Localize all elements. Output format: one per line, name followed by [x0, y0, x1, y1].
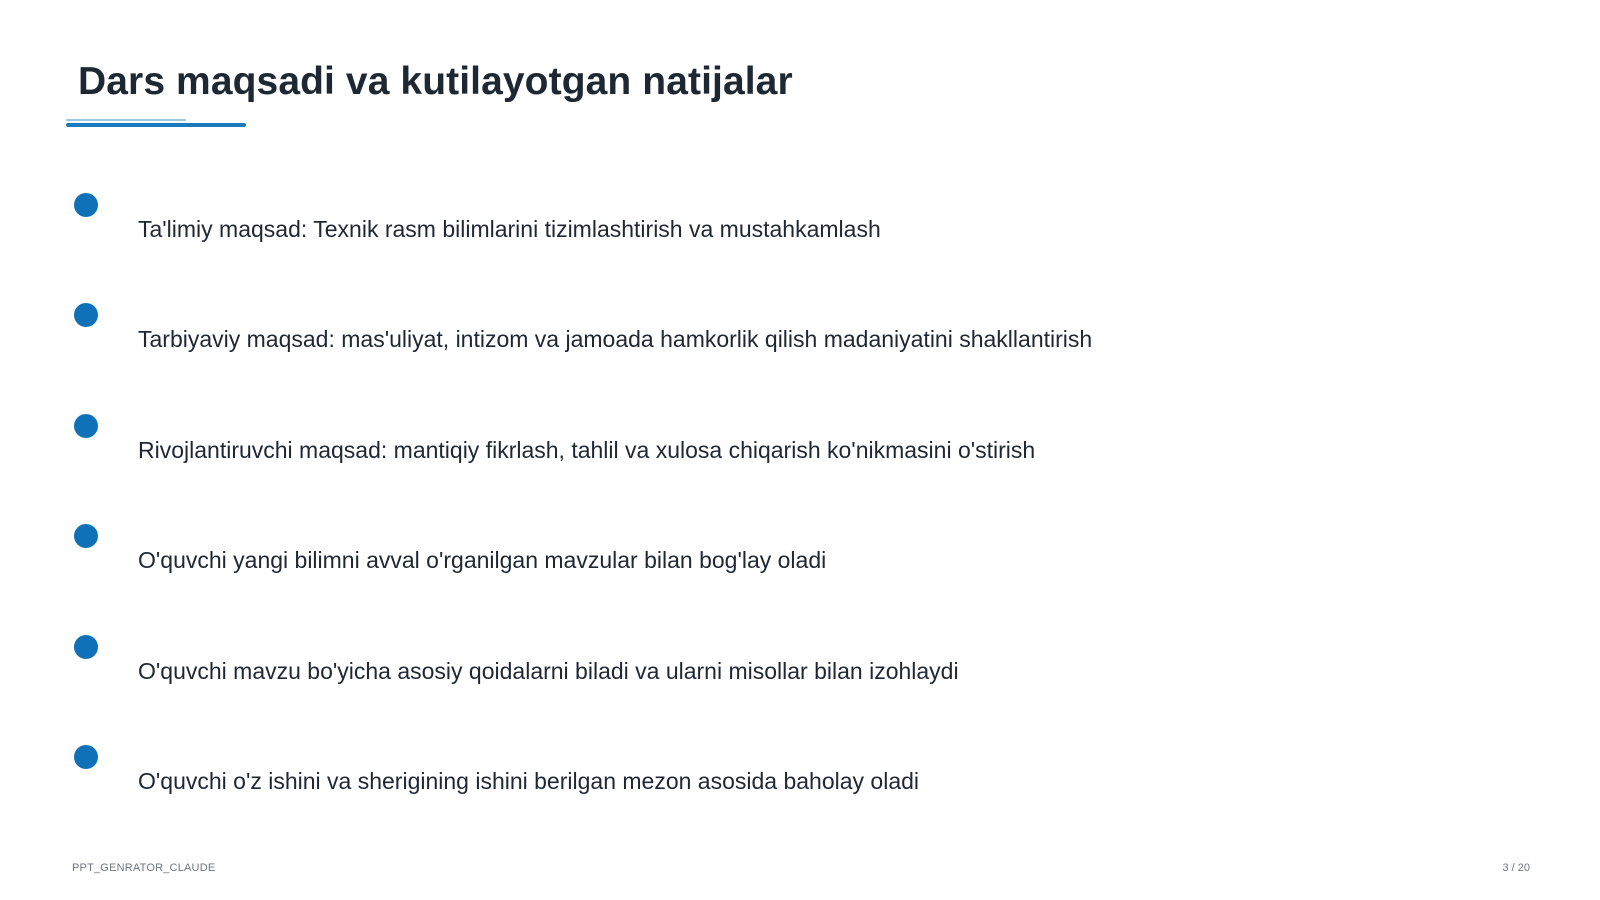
bullet-text: Tarbiyaviy maqsad: mas'uliyat, intizom va jamoada hamkorlik qilish madaniyatini shakllantirish	[138, 326, 1093, 352]
bullet-text: Ta'limiy maqsad: Texnik rasm bilimlarini tizimlashtirish va mustahkamlash	[138, 216, 881, 242]
bullet-dot-icon	[74, 524, 98, 548]
footer-label: PPT_GENRATOR_CLAUDE	[72, 862, 216, 874]
bullet-item	[0, 414, 1600, 484]
bullet-item	[0, 745, 1600, 815]
bullet-dot-icon	[74, 193, 98, 217]
bullet-dot-icon	[74, 414, 98, 438]
bullet-item	[0, 303, 1600, 373]
page-number: 3 / 20	[1502, 862, 1530, 874]
bullet-item	[0, 524, 1600, 594]
bullet-dot-icon	[74, 635, 98, 659]
bullet-item	[0, 193, 1600, 263]
bullet-dot-icon	[74, 745, 98, 769]
bullet-text: O'quvchi yangi bilimni avval o'rganilgan mavzular bilan bog'lay oladi	[138, 547, 827, 573]
bullet-text: O'quvchi mavzu bo'yicha asosiy qoidalarni biladi va ularni misollar bilan izohlaydi	[138, 658, 959, 684]
bullet-dot-icon	[74, 303, 98, 327]
bullet-item	[0, 635, 1600, 705]
bullet-text: O'quvchi o'z ishini va sherigining ishini berilgan mezon asosida baholay oladi	[138, 768, 920, 794]
slide-title: Dars maqsadi va kutilayotgan natijalar	[78, 60, 793, 103]
bullet-text: Rivojlantiruvchi maqsad: mantiqiy fikrlash, tahlil va xulosa chiqarish ko'nikmasini o'stirish	[138, 437, 1036, 463]
